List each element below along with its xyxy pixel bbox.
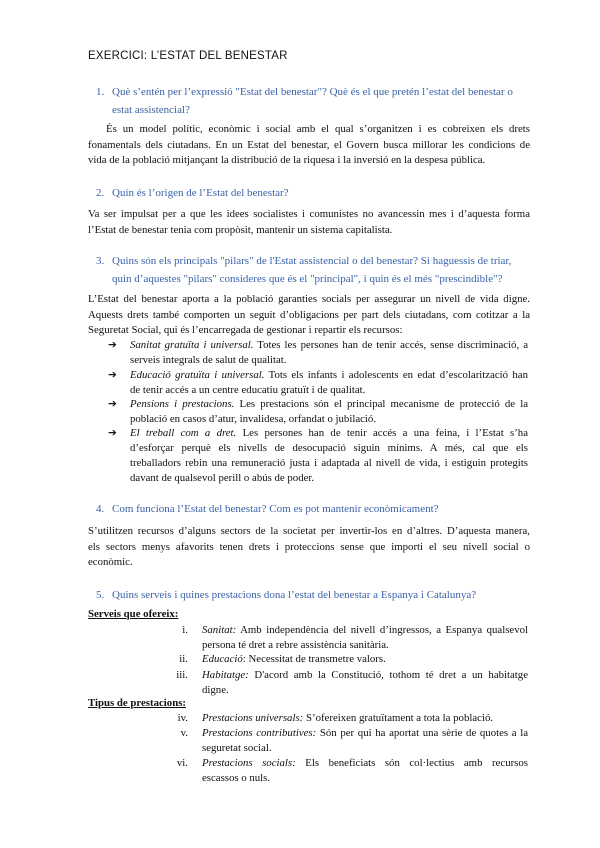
- pillar-text: Tots els infants i adolescents en edat d’escolarització han: [264, 369, 528, 381]
- question-text: Com funciona l’Estat del benestar? Com es pot mantenir econòmicament?: [112, 503, 439, 515]
- service-item: [182, 623, 528, 653]
- pillar-item: [108, 397, 528, 427]
- service-item: [176, 668, 528, 698]
- service-item: [179, 652, 528, 667]
- answer-2: [88, 207, 530, 238]
- benefit-item: [180, 726, 528, 756]
- answer-line: S’utilitzen recursos d’alguns sectors de la societat per invertir-los en d’altres. D’aquesta manera,: [88, 525, 530, 537]
- benefit-text: Els beneficiats són col·lectius amb recursos: [295, 757, 528, 769]
- service-text: : Necessitat de transmetre valors.: [242, 653, 386, 665]
- benefit-title: Prestacions contributives:: [202, 727, 317, 739]
- service-title: Sanitat:: [202, 624, 237, 636]
- benefit-text: S’ofereixen gratuïtament a tota la població.: [303, 712, 494, 724]
- benefit-title: Prestacions socials:: [202, 757, 296, 769]
- pillar-title: El treball com a dret.: [130, 427, 237, 439]
- answer-line: És un model polític, econòmic i social amb el qual s’organitzen i es cobreixen els drets: [106, 123, 530, 135]
- answer-line: Aquests drets també comporten un seguit d’obligacions per part dels ciutadans, com cotitzar a la: [88, 308, 530, 321]
- question-text: Quins serveis i quines prestacions dona l’estat del benestar a Espanya i Catalunya?: [112, 589, 477, 601]
- benefit-text: seguretat social.: [202, 742, 272, 754]
- pillar-text: població en casos d’atur, invalidesa, orfandat o jubilació.: [130, 413, 377, 425]
- question-text-line: quin d’aquestes "pilars" consideres que és el "principal", i quin és el més "prescindible"?: [112, 273, 503, 285]
- pillar-text: de tenir accés a un centre educatiu gratuït i de qualitat.: [130, 384, 366, 396]
- roman-numeral: vi.: [176, 757, 188, 769]
- pillar-title: Educació gratuïta i universal.: [130, 369, 265, 381]
- answer-line: Seguretat Social, qui és l’encarregada de gestionar i repartir els recursos:: [88, 324, 403, 336]
- question-number: 1.: [96, 86, 105, 98]
- arrow-bullet-icon: ➔: [108, 369, 117, 381]
- question-text-line: estat assistencial?: [112, 104, 190, 116]
- benefit-item: [177, 711, 528, 726]
- service-title: Habitatge:: [202, 669, 249, 681]
- roman-numeral: iii.: [176, 669, 188, 681]
- arrow-bullet-icon: ➔: [108, 398, 117, 410]
- pillar-text: Les persones han de tenir accés a una feina, i l’Estat s’ha: [236, 427, 528, 439]
- arrow-bullet-icon: ➔: [108, 427, 117, 439]
- question-number: 4.: [96, 503, 105, 515]
- service-text: digne.: [202, 684, 229, 696]
- roman-numeral: iv.: [177, 712, 188, 724]
- answer-1: [88, 122, 530, 169]
- document-title: EXERCICI: L’ESTAT DEL BENESTAR: [88, 50, 288, 62]
- services-heading: Serveis que ofereix:: [88, 608, 179, 620]
- answer-line: econòmic.: [88, 556, 133, 568]
- answer-line: l’Estat de benestar tenia com propòsit, mantenir un sistema capitalista.: [88, 223, 393, 236]
- answer-line: els sectors menys afavorits tenen drets i proteccions sense que importi el seu nivell social o: [88, 540, 530, 553]
- benefits-heading: Tipus de prestacions:: [88, 697, 186, 709]
- answer-line: L’Estat del benestar aporta a la població garanties socials per assegurar un nivell de vida digne.: [88, 293, 530, 305]
- service-text: Amb independència del nivell d’ingressos, a Espanya qualsevol: [236, 624, 528, 636]
- benefit-item: [176, 756, 528, 786]
- pillar-text: serveis integrals de salut de qualitat.: [130, 354, 287, 366]
- question-text: Quin és l’origen de l’Estat del benestar?: [112, 187, 289, 199]
- pillar-title: Pensions i prestacions.: [130, 398, 235, 410]
- roman-numeral: v.: [180, 727, 188, 739]
- answer-3: [88, 292, 530, 339]
- pillar-text: davant de qualsevol perill o abús de poder.: [130, 472, 315, 484]
- pillar-item: [108, 426, 528, 486]
- roman-numeral: ii.: [179, 653, 188, 665]
- service-text: persona té dret a rebre assistència sanitària.: [202, 639, 389, 651]
- answer-line: Va ser impulsat per a que les idees socialistes i comunistes no avancessin mes i d’aquesta forma: [88, 208, 530, 220]
- pillar-text: Totes les persones han de tenir accés, sense discriminació, a: [253, 339, 528, 351]
- pillar-text: treballadors rebin una remuneració justa i adaptada al nivell de vida, i estiguin protegits: [130, 457, 528, 469]
- question-number: 2.: [96, 187, 105, 199]
- roman-numeral: i.: [182, 624, 188, 636]
- pillar-item: [108, 338, 528, 368]
- arrow-bullet-icon: ➔: [108, 339, 117, 351]
- pillar-text: Les prestacions són el principal mecanisme de protecció de la: [234, 398, 528, 410]
- question-number: 5.: [96, 589, 105, 601]
- question-number: 3.: [96, 255, 105, 267]
- pillar-text: d’esforçar perquè els nivells de desocupació siguin mínims. A més, cal que els: [130, 442, 528, 454]
- benefit-title: Prestacions universals:: [202, 712, 304, 724]
- answer-line: fonamentals dels ciutadans. En un Estat del benestar, el Govern busca millorar les condicions de: [88, 138, 530, 151]
- answer-4: [88, 524, 530, 571]
- pillar-title: Sanitat gratuïta i universal.: [130, 339, 254, 351]
- service-text: D'acord amb la Constitució, tothom té dret a un habitatge: [248, 669, 528, 681]
- benefit-text: escassos o nuls.: [202, 772, 271, 784]
- pillar-item: [108, 368, 528, 398]
- answer-line: vida de la població mitjançant la distribució de la riquesa i la inversió en la despesa pública.: [88, 154, 486, 166]
- service-title: Educació: [202, 653, 243, 665]
- question-text-line: Quins són els principals "pilars" de l'Estat assistencial o del benestar? Si haguessis de triar,: [112, 255, 512, 267]
- benefit-text: Són per qui ha aportat una sèrie de quotes a la: [316, 727, 528, 739]
- question-text-line: Què s’entén per l’expressió "Estat del benestar"? Què és el que pretén l’estat del benestar o: [112, 86, 513, 98]
